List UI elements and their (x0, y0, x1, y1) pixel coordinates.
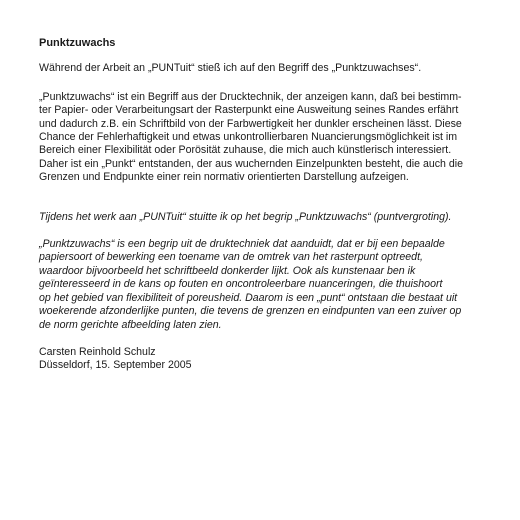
dutch-body-paragraph (39, 238, 499, 332)
german-intro-line: Während der Arbeit an „PUNTuit“ stieß ich auf den Begriff des „Punktzuwachses“. (39, 62, 422, 75)
author-name: Carsten Reinhold Schulz (39, 345, 156, 358)
dutch-body-line: de norm gerichte afbeelding laten zien. (39, 318, 222, 331)
german-body-line: Chance der Fehlerhaftigkeit und etwas unkontrollierbaren Nuancierungsmöglichkeit ist im (39, 131, 458, 144)
german-body-line: Daher ist ein „Punkt“ entstanden, der aus wuchernden Einzelpunkten besteht, die auch die (39, 157, 464, 170)
german-body-line: und dadurch z.B. ein Schriftbild von der Farbwertigkeit her dunkler erscheinen lässt. Diese (39, 117, 462, 130)
german-body-paragraph (39, 91, 499, 185)
document-page (39, 37, 499, 373)
dutch-body-line: op het gebied van flexibiliteit of poreusheid. Daarom is een „punt“ ontstaan die bestaat uit (39, 291, 458, 304)
dutch-body-line: woekerende afzonderlijke punten, die tevens de grenzen en eindpunten van een zuiver op (39, 305, 462, 318)
dutch-intro-paragraph (39, 211, 499, 224)
dutch-body-line: papiersoort of bewerking een toename van de omtrek van het rasterpunt optreedt, (39, 251, 423, 264)
german-body-line: ter Papier- oder Verarbeitungsart der Rasterpunkt eine Ausweitung seines Randes erfährt (39, 104, 459, 117)
german-body-line: „Punktzuwachs“ ist ein Begriff aus der Drucktechnik, der anzeigen kann, daß bei bestimm- (39, 90, 462, 103)
place-and-date: Düsseldorf, 15. September 2005 (39, 359, 192, 372)
dutch-body-line: geïnteresseerd in de kans op fouten en oncontroleerbare nuanceringen, die thuishoort (39, 278, 443, 291)
german-body-line: Bereich einer Flexibilität oder Porösität zuhause, die mich auch künstlerisch interessiert. (39, 144, 452, 157)
german-intro-paragraph (39, 62, 499, 75)
document-title: Punktzuwachs (39, 37, 116, 49)
dutch-intro-line: Tijdens het werk aan „PUNTuit“ stuitte ik op het begrip „Punktzuwachs“ (puntvergroting). (39, 210, 452, 223)
dutch-body-line: waardoor bijvoorbeeld het schriftbeeld donkerder lijkt. Ook als kunstenaar ben ik (39, 264, 416, 277)
german-body-line: Grenzen und Endpunkte einer rein normativ orientierten Darstellung aufzeigen. (39, 171, 409, 184)
dutch-body-line: „Punktzuwachs“ is een begrip uit de druktechniek dat aanduidt, dat er bij een bepaalde (39, 238, 445, 251)
signature-block (39, 346, 499, 373)
